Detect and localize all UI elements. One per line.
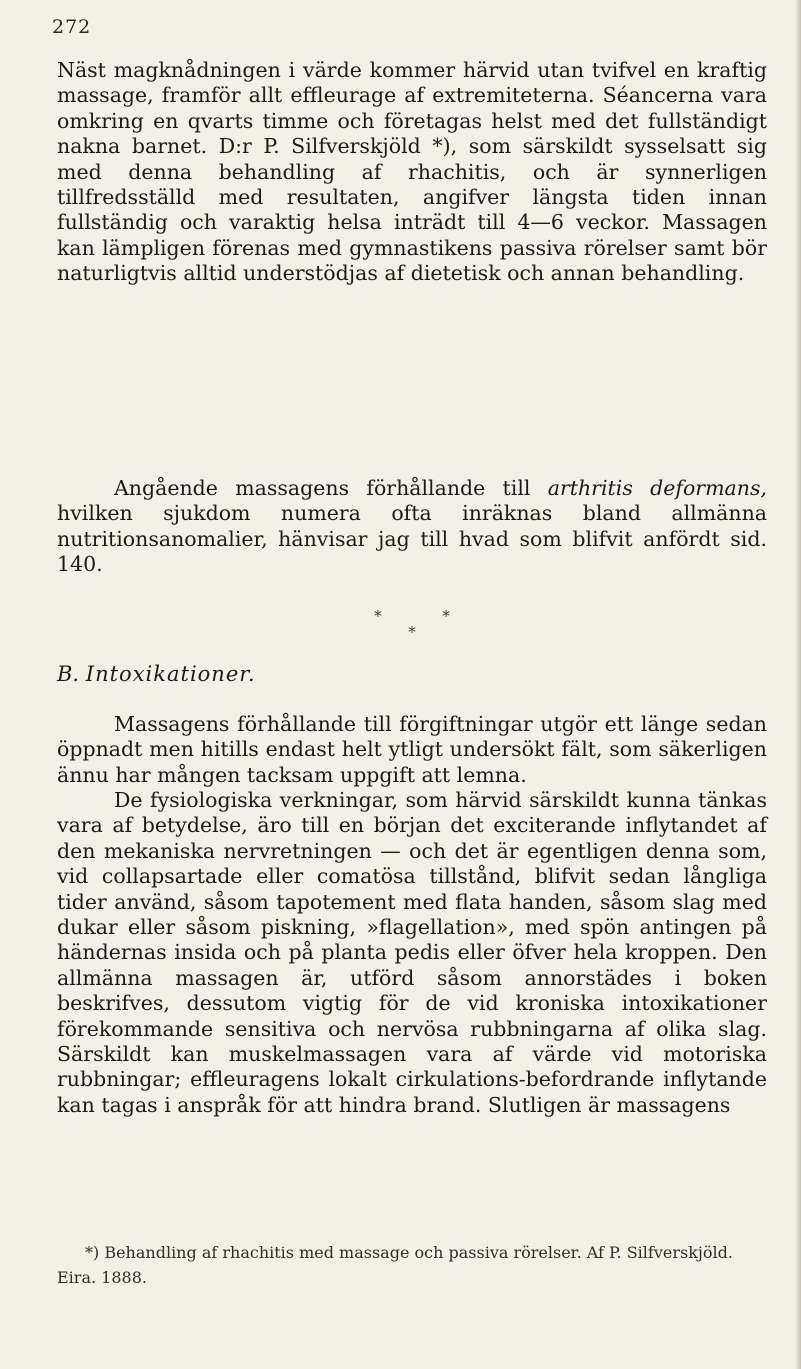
paragraph-arthritis-text-start: Angående massagens förhållande till bbox=[114, 476, 548, 500]
footnote-text: *) Behandling af rhachitis med massage och passiva rörelser. Af P. Silfverskjöld. Eira. 1888. bbox=[57, 1243, 733, 1287]
paragraph-physiological-effects-text: De fysiologiska verkningar, som härvid särskildt kunna tänkas vara af betydelse, äro till en början det exciterande inflytandet af den mekaniska nervretningen — och det är egentligen denna som, vid collapsartade eller comatösa tillstånd, blifvit sedan långliga tider använd, såsom tapotement med flata handen, såsom slag med dukar eller såsom piskning, »flagellation», med spön antingen på händernas insida och på planta pedis eller öfver hela kroppen. Den allmänna massagen är, utförd såsom annorstädes i boken beskrifves, dessutom vigtig för de vid kroniska intoxikationer förekommande sensitiva och nervösa rubbningarna af olika slag. Särskildt kan muskelmassagen vara af värde vid motoriska rubbningar; effleuragens lokalt cirkulations-befordrande inflytande kan tagas i anspråk för att hindra brand. Slutligen är massagens bbox=[57, 788, 767, 1117]
paragraph-physiological-effects bbox=[57, 788, 767, 1118]
paragraph-intoxication-intro bbox=[57, 712, 767, 788]
separator-star: * bbox=[374, 607, 382, 625]
scan-edge-shadow bbox=[795, 0, 801, 1369]
paragraph-intoxication-intro-text: Massagens förhållande till förgiftningar utgör ett länge sedan öppnadt men hitills endast helt ytligt undersökt fält, som säkerligen ännu har mången tacksam uppgift att lemna. bbox=[57, 712, 767, 787]
separator-star: * bbox=[442, 607, 450, 625]
separator-star: * bbox=[408, 623, 416, 641]
paragraph-rhachitis-massage: Näst magknådningen i värde kommer härvid utan tvifvel en kraftig massage, framför allt effleurage af extremiteterna. Séancerna vara omkring en qvarts timme och företagas helst med det fullständigt nakna barnet. D:r P. Silfverskjöld *), som särskildt sysselsatt sig med denna behandling af rhachitis, och är synnerligen tillfredsställd med resultaten, angifver längsta tiden innan fullständig och varaktig helsa inträdt till 4—6 veckor. Massagen kan lämpligen förenas med gymnastikens passiva rörelser samt bör naturligtvis alltid understödjas af dietetisk och annan behandling. bbox=[57, 58, 767, 286]
footnote bbox=[57, 1240, 767, 1290]
section-heading bbox=[57, 662, 256, 686]
section-title: Intoxikationer. bbox=[85, 662, 256, 686]
section-separator bbox=[57, 608, 767, 640]
paragraph-arthritis bbox=[57, 476, 767, 578]
page-number: 272 bbox=[52, 16, 92, 38]
arthritis-deformans-term: arthritis deformans, bbox=[547, 476, 767, 500]
paragraph-arthritis-text-end: hvilken sjukdom numera ofta inräknas bland allmänna nutritionsanomalier, hänvisar jag till hvad som blifvit anfördt sid. 140. bbox=[57, 501, 767, 577]
section-letter: B. bbox=[57, 662, 80, 686]
